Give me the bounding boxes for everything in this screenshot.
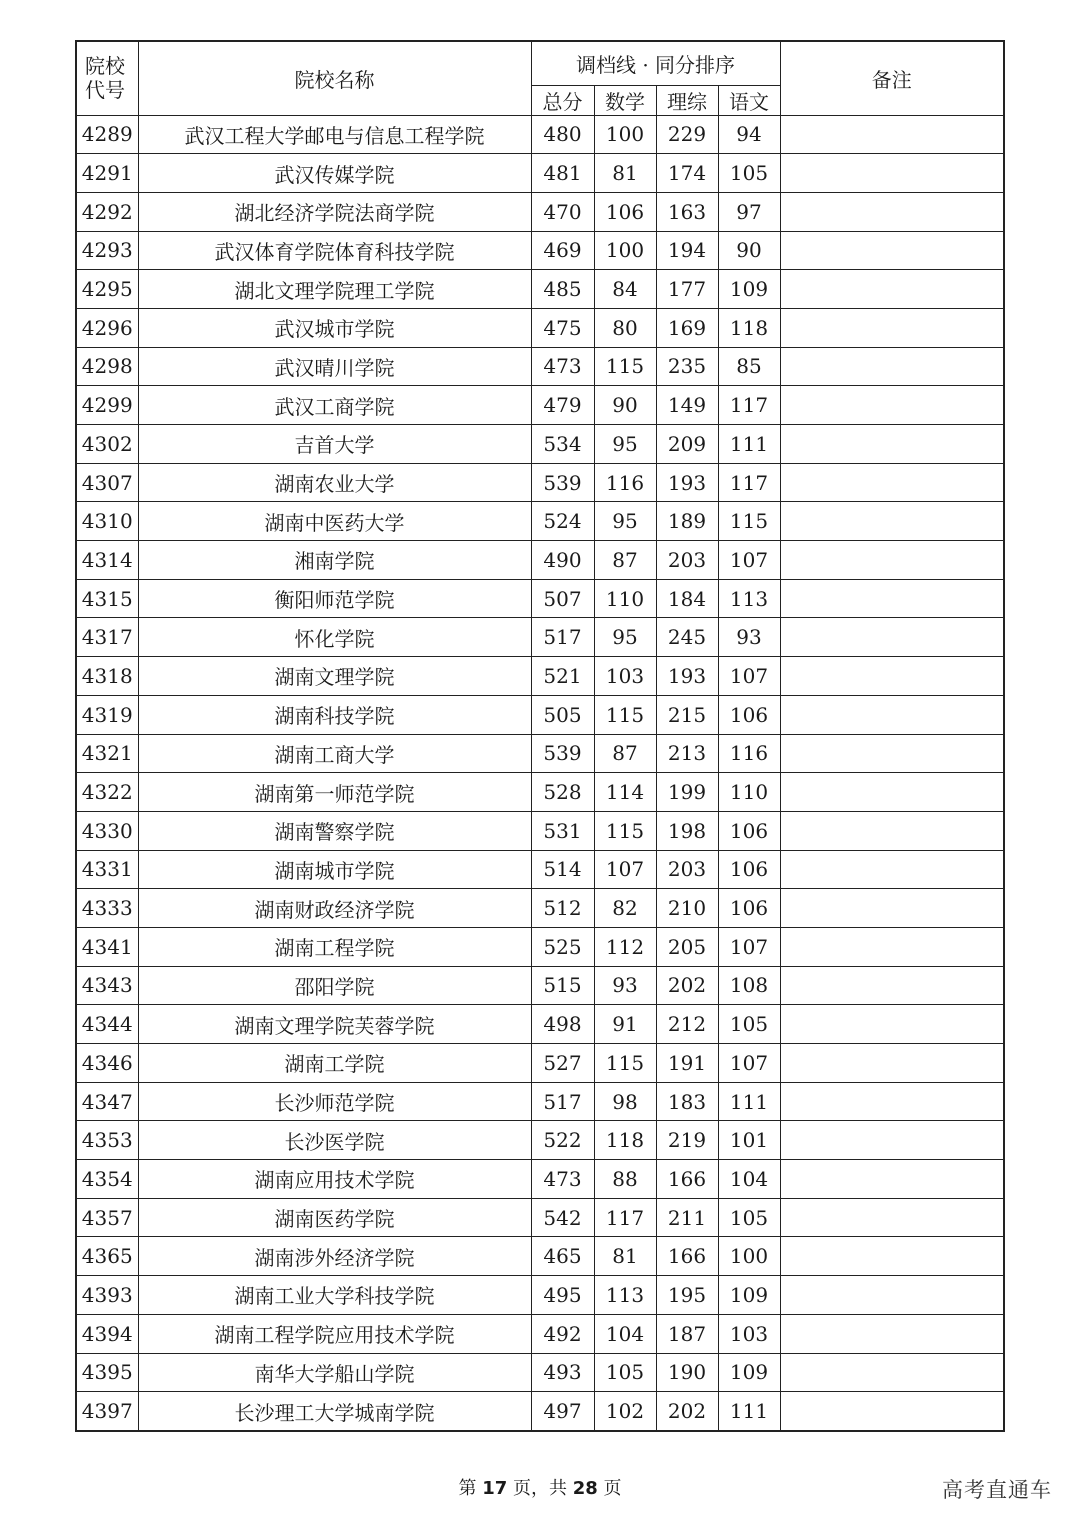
- table-row: [76, 115, 1004, 154]
- cell-math: 116: [594, 463, 656, 502]
- cell-code: 4331: [76, 850, 138, 889]
- cell-total: 470: [531, 192, 594, 231]
- footer-total-pages: 28: [572, 1478, 598, 1499]
- cell-name: 湖北文理学院理工学院: [138, 270, 531, 309]
- cell-code: 4296: [76, 308, 138, 347]
- cell-code: 4292: [76, 192, 138, 231]
- cell-code: 4353: [76, 1121, 138, 1160]
- cell-name: 湖南财政经济学院: [138, 889, 531, 928]
- cell-science: 215: [656, 695, 718, 734]
- cell-note: [780, 1314, 1004, 1353]
- table-row: [76, 1353, 1004, 1392]
- cell-chinese: 85: [718, 347, 780, 386]
- cell-science: 212: [656, 1005, 718, 1044]
- cell-note: [780, 115, 1004, 154]
- cell-name: 湖南工业大学科技学院: [138, 1276, 531, 1315]
- table-row: [76, 1005, 1004, 1044]
- cell-note: [780, 463, 1004, 502]
- cell-note: [780, 541, 1004, 580]
- cell-total: 517: [531, 1082, 594, 1121]
- cell-chinese: 90: [718, 231, 780, 270]
- cell-code: 4333: [76, 889, 138, 928]
- cell-name: 武汉工商学院: [138, 386, 531, 425]
- cell-note: [780, 618, 1004, 657]
- cell-name: 湖南医药学院: [138, 1198, 531, 1237]
- cell-total: 485: [531, 270, 594, 309]
- cell-chinese: 107: [718, 1044, 780, 1083]
- cell-name: 长沙师范学院: [138, 1082, 531, 1121]
- table-body: [76, 115, 1004, 1431]
- table-row: [76, 231, 1004, 270]
- cell-code: 4357: [76, 1198, 138, 1237]
- cell-note: [780, 1392, 1004, 1431]
- cell-science: 194: [656, 231, 718, 270]
- cell-name: 湖南第一师范学院: [138, 773, 531, 812]
- cell-chinese: 107: [718, 657, 780, 696]
- cell-note: [780, 850, 1004, 889]
- footer-middle: 页，共: [507, 1478, 573, 1499]
- cell-science: 203: [656, 850, 718, 889]
- table-row: [76, 1160, 1004, 1199]
- cell-science: 202: [656, 966, 718, 1005]
- cell-science: 195: [656, 1276, 718, 1315]
- cell-science: 198: [656, 811, 718, 850]
- cell-total: 473: [531, 347, 594, 386]
- footer-suffix: 页: [597, 1478, 622, 1499]
- header-code-line1: 院校: [85, 54, 125, 79]
- cell-chinese: 107: [718, 927, 780, 966]
- cell-note: [780, 192, 1004, 231]
- cell-name: 吉首大学: [138, 425, 531, 464]
- table-row: [76, 734, 1004, 773]
- header-total: 总分: [531, 85, 594, 115]
- cell-science: 183: [656, 1082, 718, 1121]
- cell-chinese: 118: [718, 308, 780, 347]
- cell-note: [780, 347, 1004, 386]
- cell-math: 114: [594, 773, 656, 812]
- cell-science: 213: [656, 734, 718, 773]
- cell-name: 怀化学院: [138, 618, 531, 657]
- cell-note: [780, 386, 1004, 425]
- cell-science: 235: [656, 347, 718, 386]
- header-code: [76, 41, 138, 115]
- table-row: [76, 889, 1004, 928]
- cell-code: 4393: [76, 1276, 138, 1315]
- cell-name: 湖南文理学院: [138, 657, 531, 696]
- header-math: 数学: [594, 85, 656, 115]
- table-row: [76, 1044, 1004, 1083]
- cell-total: 473: [531, 1160, 594, 1199]
- cell-code: 4298: [76, 347, 138, 386]
- cell-note: [780, 927, 1004, 966]
- cell-science: 191: [656, 1044, 718, 1083]
- cell-name: 湖南中医药大学: [138, 502, 531, 541]
- header-name: 院校名称: [138, 41, 531, 115]
- cell-code: 4346: [76, 1044, 138, 1083]
- cell-math: 113: [594, 1276, 656, 1315]
- cell-name: 湖南涉外经济学院: [138, 1237, 531, 1276]
- cell-total: 515: [531, 966, 594, 1005]
- cell-total: 534: [531, 425, 594, 464]
- table-row: [76, 308, 1004, 347]
- cell-math: 87: [594, 734, 656, 773]
- admission-score-table: [75, 40, 1005, 1432]
- table-row: [76, 192, 1004, 231]
- cell-code: 4318: [76, 657, 138, 696]
- cell-math: 82: [594, 889, 656, 928]
- cell-note: [780, 695, 1004, 734]
- cell-code: 4344: [76, 1005, 138, 1044]
- cell-note: [780, 502, 1004, 541]
- cell-science: 210: [656, 889, 718, 928]
- cell-name: 长沙医学院: [138, 1121, 531, 1160]
- cell-note: [780, 1237, 1004, 1276]
- cell-code: 4397: [76, 1392, 138, 1431]
- cell-science: 199: [656, 773, 718, 812]
- cell-note: [780, 657, 1004, 696]
- cell-chinese: 109: [718, 270, 780, 309]
- cell-math: 102: [594, 1392, 656, 1431]
- table-row: [76, 1276, 1004, 1315]
- cell-name: 湖南城市学院: [138, 850, 531, 889]
- cell-total: 479: [531, 386, 594, 425]
- cell-chinese: 108: [718, 966, 780, 1005]
- cell-chinese: 104: [718, 1160, 780, 1199]
- table-row: [76, 154, 1004, 193]
- cell-name: 湘南学院: [138, 541, 531, 580]
- cell-note: [780, 1198, 1004, 1237]
- cell-chinese: 105: [718, 1198, 780, 1237]
- cell-name: 武汉晴川学院: [138, 347, 531, 386]
- cell-chinese: 109: [718, 1353, 780, 1392]
- cell-science: 189: [656, 502, 718, 541]
- cell-total: 497: [531, 1392, 594, 1431]
- cell-math: 87: [594, 541, 656, 580]
- cell-science: 203: [656, 541, 718, 580]
- cell-chinese: 105: [718, 154, 780, 193]
- cell-code: 4347: [76, 1082, 138, 1121]
- cell-chinese: 113: [718, 579, 780, 618]
- cell-code: 4330: [76, 811, 138, 850]
- cell-math: 115: [594, 811, 656, 850]
- cell-science: 209: [656, 425, 718, 464]
- table-row: [76, 1082, 1004, 1121]
- cell-total: 490: [531, 541, 594, 580]
- cell-math: 95: [594, 618, 656, 657]
- cell-total: 480: [531, 115, 594, 154]
- table-row: [76, 270, 1004, 309]
- cell-code: 4317: [76, 618, 138, 657]
- cell-math: 84: [594, 270, 656, 309]
- cell-note: [780, 1353, 1004, 1392]
- cell-name: 湖南文理学院芙蓉学院: [138, 1005, 531, 1044]
- cell-note: [780, 1160, 1004, 1199]
- cell-code: 4289: [76, 115, 138, 154]
- cell-math: 106: [594, 192, 656, 231]
- cell-science: 166: [656, 1160, 718, 1199]
- cell-name: 武汉传媒学院: [138, 154, 531, 193]
- cell-code: 4314: [76, 541, 138, 580]
- header-group: 调档线 · 同分排序: [531, 41, 780, 85]
- table-row: [76, 541, 1004, 580]
- cell-math: 107: [594, 850, 656, 889]
- cell-math: 98: [594, 1082, 656, 1121]
- header-code-line2: 代号: [85, 78, 125, 103]
- table-row: [76, 502, 1004, 541]
- cell-total: 475: [531, 308, 594, 347]
- cell-name: 湖南工学院: [138, 1044, 531, 1083]
- table-row: [76, 347, 1004, 386]
- table-row: [76, 579, 1004, 618]
- cell-note: [780, 1082, 1004, 1121]
- cell-code: 4354: [76, 1160, 138, 1199]
- table-row: [76, 657, 1004, 696]
- cell-science: 245: [656, 618, 718, 657]
- cell-code: 4365: [76, 1237, 138, 1276]
- cell-total: 498: [531, 1005, 594, 1044]
- cell-name: 湖南工程学院应用技术学院: [138, 1314, 531, 1353]
- cell-total: 517: [531, 618, 594, 657]
- cell-note: [780, 1044, 1004, 1083]
- table-row: [76, 618, 1004, 657]
- cell-math: 80: [594, 308, 656, 347]
- cell-math: 81: [594, 1237, 656, 1276]
- cell-total: 507: [531, 579, 594, 618]
- footer-prefix: 第: [458, 1478, 483, 1499]
- cell-total: 465: [531, 1237, 594, 1276]
- header-science: 理综: [656, 85, 718, 115]
- cell-math: 88: [594, 1160, 656, 1199]
- cell-math: 95: [594, 502, 656, 541]
- cell-math: 110: [594, 579, 656, 618]
- table-row: [76, 811, 1004, 850]
- table-row: [76, 850, 1004, 889]
- cell-note: [780, 425, 1004, 464]
- cell-name: 武汉工程大学邮电与信息工程学院: [138, 115, 531, 154]
- cell-science: 190: [656, 1353, 718, 1392]
- table-row: [76, 1314, 1004, 1353]
- cell-code: 4322: [76, 773, 138, 812]
- cell-total: 522: [531, 1121, 594, 1160]
- cell-code: 4293: [76, 231, 138, 270]
- cell-note: [780, 154, 1004, 193]
- cell-science: 193: [656, 657, 718, 696]
- cell-note: [780, 1276, 1004, 1315]
- cell-name: 衡阳师范学院: [138, 579, 531, 618]
- cell-chinese: 111: [718, 1082, 780, 1121]
- table-row: [76, 1237, 1004, 1276]
- cell-code: 4395: [76, 1353, 138, 1392]
- cell-science: 229: [656, 115, 718, 154]
- cell-math: 100: [594, 231, 656, 270]
- cell-code: 4310: [76, 502, 138, 541]
- cell-math: 100: [594, 115, 656, 154]
- cell-total: 528: [531, 773, 594, 812]
- cell-name: 邵阳学院: [138, 966, 531, 1005]
- header-chinese: 语文: [718, 85, 780, 115]
- cell-total: 493: [531, 1353, 594, 1392]
- cell-name: 湖南科技学院: [138, 695, 531, 734]
- cell-chinese: 93: [718, 618, 780, 657]
- cell-chinese: 116: [718, 734, 780, 773]
- cell-math: 117: [594, 1198, 656, 1237]
- cell-name: 湖北经济学院法商学院: [138, 192, 531, 231]
- cell-total: 512: [531, 889, 594, 928]
- cell-math: 81: [594, 154, 656, 193]
- cell-science: 211: [656, 1198, 718, 1237]
- cell-chinese: 111: [718, 425, 780, 464]
- table-row: [76, 773, 1004, 812]
- cell-code: 4291: [76, 154, 138, 193]
- table-row: [76, 1198, 1004, 1237]
- cell-total: 542: [531, 1198, 594, 1237]
- cell-total: 521: [531, 657, 594, 696]
- cell-chinese: 101: [718, 1121, 780, 1160]
- cell-name: 湖南工程学院: [138, 927, 531, 966]
- cell-chinese: 117: [718, 463, 780, 502]
- cell-note: [780, 811, 1004, 850]
- cell-note: [780, 308, 1004, 347]
- cell-chinese: 115: [718, 502, 780, 541]
- cell-note: [780, 1121, 1004, 1160]
- cell-name: 湖南应用技术学院: [138, 1160, 531, 1199]
- cell-math: 104: [594, 1314, 656, 1353]
- cell-total: 469: [531, 231, 594, 270]
- cell-chinese: 107: [718, 541, 780, 580]
- cell-science: 193: [656, 463, 718, 502]
- cell-code: 4319: [76, 695, 138, 734]
- cell-math: 91: [594, 1005, 656, 1044]
- cell-note: [780, 734, 1004, 773]
- cell-total: 524: [531, 502, 594, 541]
- cell-chinese: 110: [718, 773, 780, 812]
- cell-code: 4302: [76, 425, 138, 464]
- table-row: [76, 1392, 1004, 1431]
- cell-note: [780, 270, 1004, 309]
- cell-name: 武汉体育学院体育科技学院: [138, 231, 531, 270]
- cell-math: 95: [594, 425, 656, 464]
- cell-name: 湖南农业大学: [138, 463, 531, 502]
- cell-code: 4315: [76, 579, 138, 618]
- cell-math: 115: [594, 695, 656, 734]
- cell-total: 495: [531, 1276, 594, 1315]
- cell-math: 93: [594, 966, 656, 1005]
- cell-total: 514: [531, 850, 594, 889]
- cell-chinese: 117: [718, 386, 780, 425]
- cell-note: [780, 966, 1004, 1005]
- table-row: [76, 927, 1004, 966]
- cell-code: 4299: [76, 386, 138, 425]
- cell-note: [780, 231, 1004, 270]
- cell-code: 4307: [76, 463, 138, 502]
- cell-chinese: 106: [718, 811, 780, 850]
- cell-note: [780, 889, 1004, 928]
- cell-chinese: 106: [718, 695, 780, 734]
- cell-science: 149: [656, 386, 718, 425]
- cell-code: 4343: [76, 966, 138, 1005]
- cell-math: 115: [594, 347, 656, 386]
- header-note: 备注: [780, 41, 1004, 115]
- cell-chinese: 100: [718, 1237, 780, 1276]
- cell-math: 105: [594, 1353, 656, 1392]
- cell-total: 481: [531, 154, 594, 193]
- cell-total: 525: [531, 927, 594, 966]
- cell-chinese: 106: [718, 850, 780, 889]
- cell-science: 187: [656, 1314, 718, 1353]
- cell-science: 166: [656, 1237, 718, 1276]
- cell-total: 539: [531, 734, 594, 773]
- table-row: [76, 966, 1004, 1005]
- cell-math: 90: [594, 386, 656, 425]
- cell-total: 505: [531, 695, 594, 734]
- cell-name: 长沙理工大学城南学院: [138, 1392, 531, 1431]
- cell-code: 4295: [76, 270, 138, 309]
- cell-chinese: 103: [718, 1314, 780, 1353]
- cell-math: 118: [594, 1121, 656, 1160]
- table-row: [76, 1121, 1004, 1160]
- cell-code: 4341: [76, 927, 138, 966]
- brand-watermark: 高考直通车: [942, 1478, 1052, 1502]
- cell-note: [780, 773, 1004, 812]
- table-row: [76, 386, 1004, 425]
- cell-math: 112: [594, 927, 656, 966]
- cell-chinese: 106: [718, 889, 780, 928]
- cell-note: [780, 579, 1004, 618]
- cell-science: 169: [656, 308, 718, 347]
- cell-total: 539: [531, 463, 594, 502]
- cell-name: 湖南工商大学: [138, 734, 531, 773]
- cell-science: 163: [656, 192, 718, 231]
- cell-science: 177: [656, 270, 718, 309]
- cell-name: 南华大学船山学院: [138, 1353, 531, 1392]
- cell-science: 205: [656, 927, 718, 966]
- cell-note: [780, 1005, 1004, 1044]
- page-footer: [0, 1474, 1080, 1500]
- cell-chinese: 97: [718, 192, 780, 231]
- cell-total: 531: [531, 811, 594, 850]
- footer-page-number: 17: [482, 1478, 508, 1499]
- cell-science: 184: [656, 579, 718, 618]
- cell-code: 4321: [76, 734, 138, 773]
- cell-total: 527: [531, 1044, 594, 1083]
- table-row: [76, 425, 1004, 464]
- table-row: [76, 463, 1004, 502]
- cell-chinese: 94: [718, 115, 780, 154]
- table-row: [76, 695, 1004, 734]
- cell-total: 492: [531, 1314, 594, 1353]
- cell-name: 湖南警察学院: [138, 811, 531, 850]
- cell-chinese: 111: [718, 1392, 780, 1431]
- cell-chinese: 105: [718, 1005, 780, 1044]
- cell-name: 武汉城市学院: [138, 308, 531, 347]
- cell-science: 219: [656, 1121, 718, 1160]
- cell-code: 4394: [76, 1314, 138, 1353]
- cell-science: 202: [656, 1392, 718, 1431]
- cell-science: 174: [656, 154, 718, 193]
- cell-math: 115: [594, 1044, 656, 1083]
- cell-math: 103: [594, 657, 656, 696]
- cell-chinese: 109: [718, 1276, 780, 1315]
